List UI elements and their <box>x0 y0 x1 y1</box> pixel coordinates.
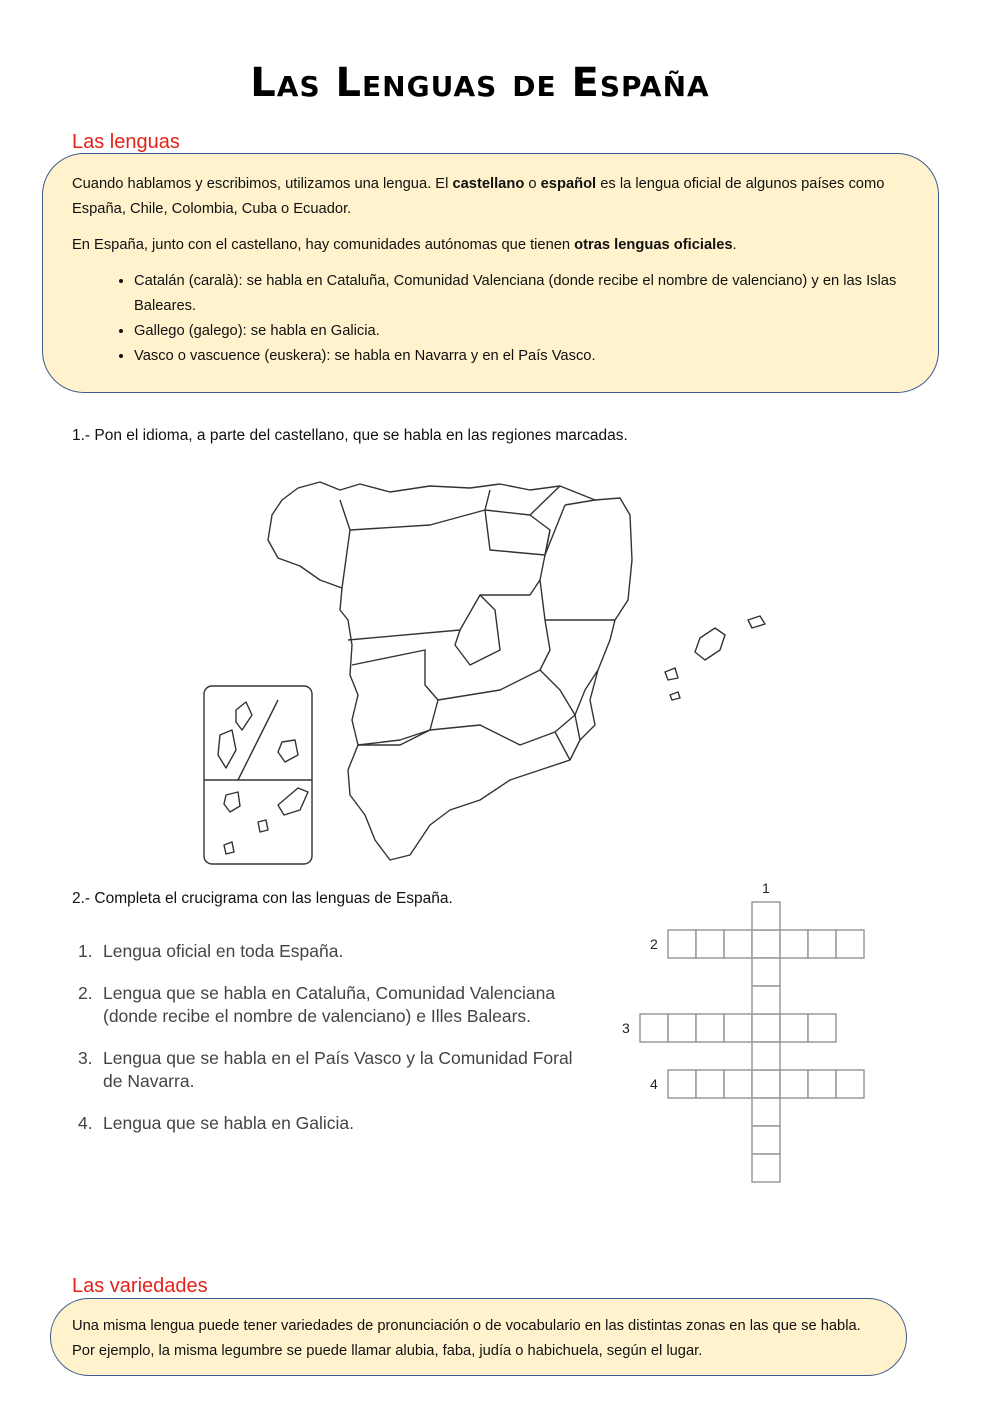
clue-number: 2. <box>78 983 93 1003</box>
map-canary-inset-frame <box>204 686 312 864</box>
map-region-border <box>352 650 438 745</box>
map-island-ibiza <box>665 668 678 680</box>
variedades-text: Una misma lengua puede tener variedades de pronunciación o de vocabulario en las distintas zonas en las que se habla. Por ejemplo, la misma legumbre se puede llamar alubia, faba, judía o habichuela, según el lugar. <box>72 1318 861 1359</box>
crossword-cell[interactable] <box>752 1126 780 1154</box>
page-title: Las Lenguas de España <box>250 60 710 106</box>
crossword-cell[interactable] <box>836 930 864 958</box>
crossword-cell[interactable] <box>724 930 752 958</box>
crossword-cell[interactable] <box>752 1042 780 1070</box>
map-region-border <box>540 530 550 670</box>
crossword-cell[interactable] <box>752 958 780 986</box>
map-island-shape <box>236 702 252 730</box>
map-region-border <box>340 500 350 588</box>
exercise-2-prompt: 2.- Completa el crucigrama con las lenguas de España. <box>72 890 453 907</box>
list-item: • Catalán (caralà): se habla en Cataluña, Comunidad Valenciana (donde recibe el nombre de valenciano) y en las Islas Baleares. <box>134 269 910 319</box>
crossword-cell[interactable] <box>752 902 780 930</box>
exercise-1-prompt: 1.- Pon el idioma, a parte del castellano, que se habla en las regiones marcadas. <box>72 427 628 444</box>
crossword-cell[interactable] <box>808 930 836 958</box>
map-outline <box>268 482 632 860</box>
crossword-number-3: 3 <box>622 1020 630 1036</box>
map-island-menorca <box>748 616 765 628</box>
clue-item <box>78 940 573 963</box>
map-island-shape <box>224 792 240 812</box>
crossword-cell[interactable] <box>668 1014 696 1042</box>
map-region-border <box>485 490 550 555</box>
map-island-shape <box>218 730 236 768</box>
crossword-cell[interactable] <box>696 1070 724 1098</box>
clue-item <box>78 1047 573 1093</box>
map-region-border <box>455 595 500 665</box>
map-island-shape <box>278 740 298 762</box>
map-island-formentera <box>670 692 680 700</box>
crossword-number-2: 2 <box>650 936 658 952</box>
crossword-cell[interactable] <box>752 1014 780 1042</box>
crossword-number-4: 4 <box>650 1076 658 1092</box>
crossword-cell[interactable] <box>752 1154 780 1182</box>
bold-castellano: castellano <box>452 176 525 192</box>
map-island-shape <box>258 820 268 832</box>
crossword-cell[interactable] <box>780 1014 808 1042</box>
clue-text: Lengua que se habla en Cataluña, Comunidad Valenciana (donde recibe el nombre de valenciano) e Illes Balears. <box>103 983 556 1026</box>
crossword-cell[interactable] <box>752 1098 780 1126</box>
crossword-cell[interactable] <box>752 930 780 958</box>
crossword-clues <box>78 940 573 1154</box>
crossword-cell[interactable] <box>752 986 780 1014</box>
clue-number: 1. <box>78 941 93 961</box>
crossword-cell[interactable] <box>780 1070 808 1098</box>
clue-number: 4. <box>78 1113 93 1133</box>
crossword-cell[interactable] <box>780 930 808 958</box>
text-span: es la lengua oficial de algunos países como España, Chile, Colombia, Cuba o Ecuador. <box>72 176 885 217</box>
info-paragraph-1 <box>72 172 910 222</box>
bold-otras-lenguas: otras lenguas oficiales <box>574 237 733 253</box>
clue-text: Lengua que se habla en el País Vasco y la Comunidad Foral de Navarra. <box>103 1048 573 1091</box>
crossword-cell[interactable] <box>668 1070 696 1098</box>
clue-item <box>78 1112 573 1135</box>
crossword-cell[interactable] <box>724 1070 752 1098</box>
map-island-mallorca <box>695 628 725 660</box>
crossword-cell[interactable] <box>640 1014 668 1042</box>
crossword-cell[interactable] <box>724 1014 752 1042</box>
clue-text: Lengua oficial en toda España. <box>103 941 344 961</box>
crossword-cell[interactable] <box>752 1070 780 1098</box>
crossword-cell[interactable] <box>668 930 696 958</box>
info-box-variedades <box>50 1298 907 1376</box>
map-island-shape <box>278 788 308 815</box>
languages-list <box>72 269 910 369</box>
spain-map <box>200 470 780 870</box>
text-span: En España, junto con el castellano, hay comunidades autónomas que tienen <box>72 237 575 253</box>
text-span: . <box>732 237 737 253</box>
crossword-cell[interactable] <box>696 1014 724 1042</box>
info-paragraph-2 <box>72 233 910 258</box>
crossword-cell[interactable] <box>696 930 724 958</box>
bold-espanol: español <box>540 176 597 192</box>
info-box-lenguas <box>42 153 939 393</box>
list-item: • Vasco o vascuence (euskera): se habla en Navarra y en el País Vasco. <box>134 344 910 369</box>
section-heading-lenguas: Las lenguas <box>72 131 180 153</box>
map-region-border <box>565 500 595 505</box>
map-region-border <box>358 725 570 760</box>
text-span: o <box>524 176 541 192</box>
map-region-border <box>545 505 565 555</box>
text-span: Cuando hablamos y escribimos, utilizamos una lengua. El <box>72 176 453 192</box>
map-island-shape <box>224 842 234 854</box>
crossword-number-1: 1 <box>762 880 770 896</box>
clue-text: Lengua que se habla en Galicia. <box>103 1113 355 1133</box>
section-heading-variedades: Las variedades <box>72 1275 208 1297</box>
crossword-cell[interactable] <box>836 1070 864 1098</box>
crossword-cell[interactable] <box>808 1070 836 1098</box>
map-region-border <box>348 580 540 640</box>
map-region-border <box>350 510 530 530</box>
map-canary-inset-diagonal <box>238 700 278 780</box>
clue-item <box>78 982 573 1028</box>
crossword-grid <box>600 870 890 1190</box>
crossword-cell[interactable] <box>808 1014 836 1042</box>
clue-number: 3. <box>78 1048 93 1068</box>
map-region-border <box>530 486 560 515</box>
list-item: • Gallego (galego): se habla en Galicia. <box>134 319 910 344</box>
